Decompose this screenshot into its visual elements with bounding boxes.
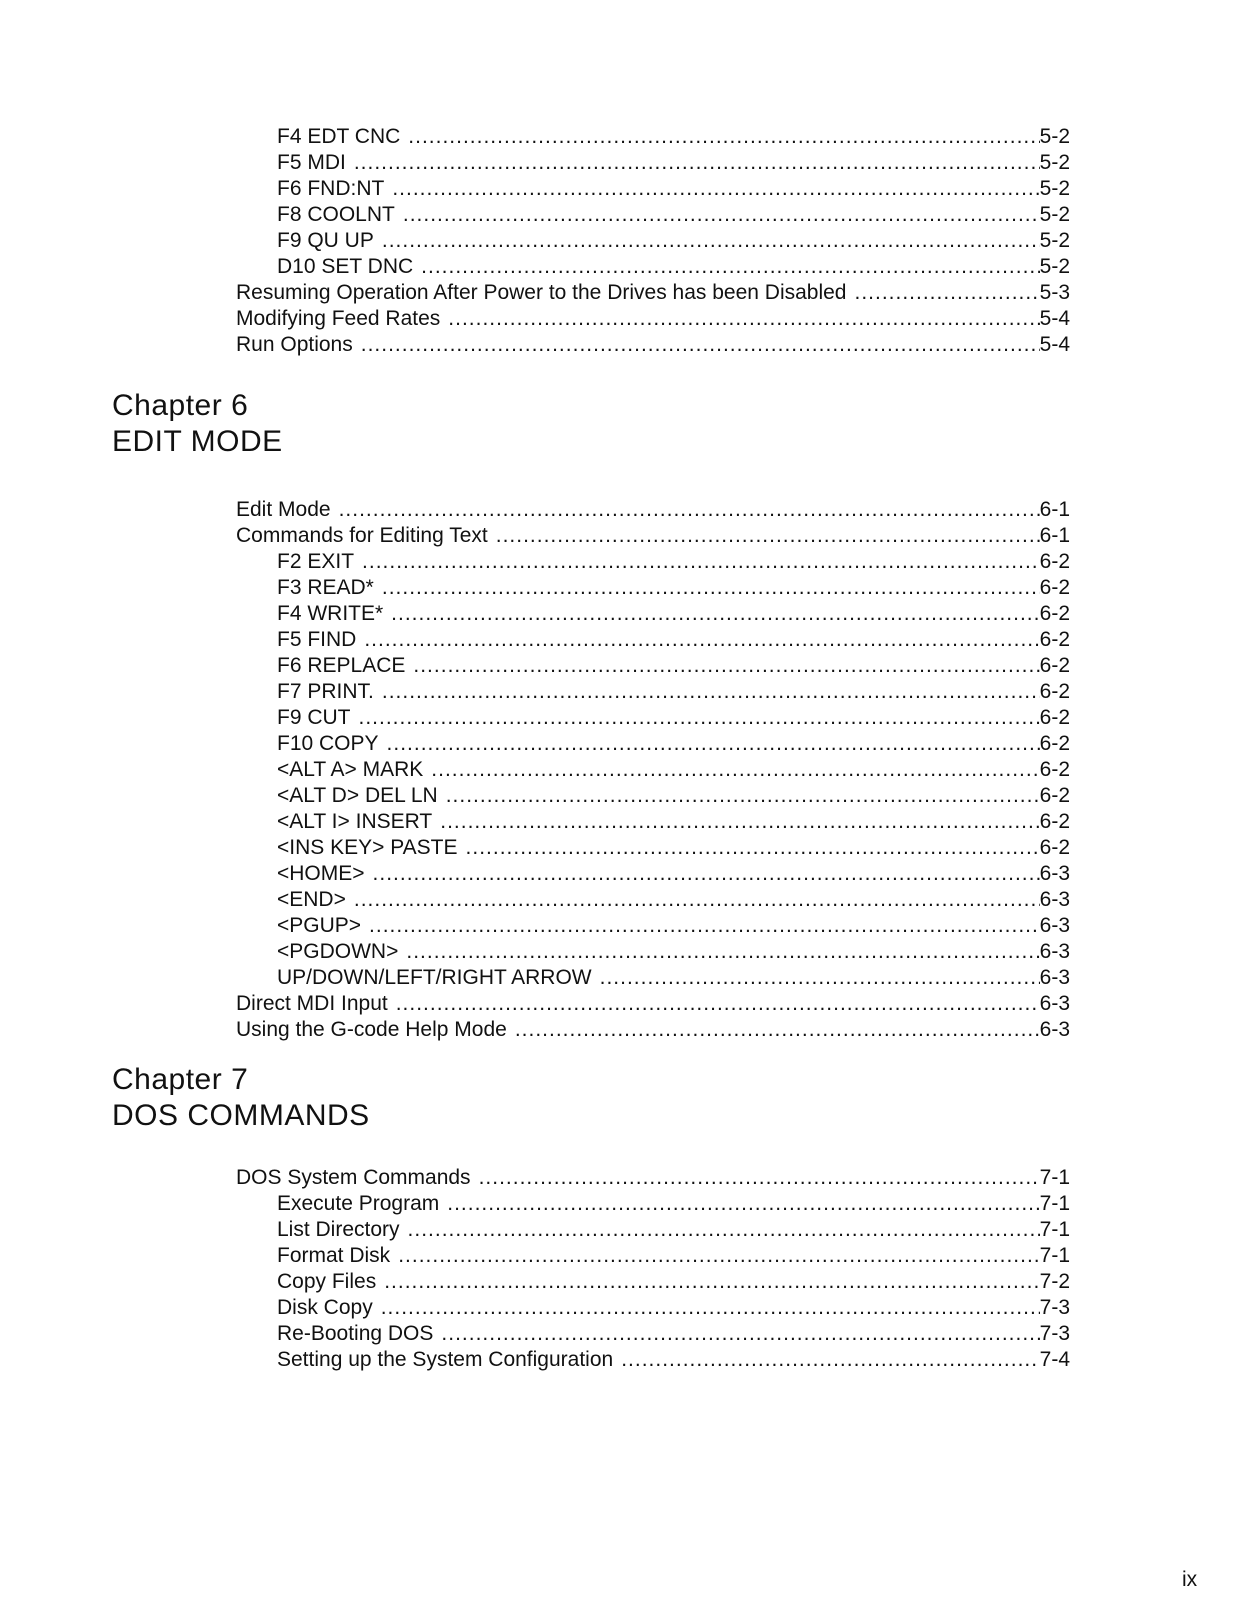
toc-leader-dots: [369, 913, 1040, 939]
toc-entry-title: <INS KEY> PASTE: [277, 835, 466, 861]
toc-entry: [277, 1321, 1070, 1347]
toc-entry: [277, 601, 1070, 627]
toc-entry-page: 6-2: [1039, 732, 1070, 755]
toc-entry-page: 5-2: [1039, 151, 1070, 174]
toc-entry-title: Commands for Editing Text: [236, 523, 496, 549]
toc-entry: [277, 575, 1070, 601]
toc-entry: [236, 1165, 1070, 1191]
chapter-7-label: Chapter 7: [112, 1063, 249, 1096]
chapter-6-title: EDIT MODE: [112, 425, 283, 458]
toc-entry-page: 6-1: [1039, 524, 1070, 547]
toc-entry: [277, 228, 1070, 254]
toc-leader-dots: [359, 705, 1040, 731]
toc-leader-dots: [387, 731, 1040, 757]
toc-leader-dots: [398, 1243, 1039, 1269]
toc-entry-title: Execute Program: [277, 1191, 447, 1217]
toc-leader-dots: [354, 150, 1040, 176]
toc-entry: [277, 757, 1070, 783]
toc-leader-dots: [447, 1191, 1039, 1217]
toc-leader-dots: [496, 523, 1040, 549]
toc-leader-dots: [382, 228, 1040, 254]
toc-entry-page: 7-3: [1039, 1322, 1070, 1345]
toc-entry-title: Edit Mode: [236, 497, 339, 523]
toc-entry: [277, 176, 1070, 202]
toc-entry-title: Direct MDI Input: [236, 991, 396, 1017]
toc-entry: [236, 306, 1070, 332]
toc-entry-page: 5-4: [1039, 333, 1070, 356]
toc-entry: [277, 809, 1070, 835]
toc-entry: [236, 497, 1070, 523]
toc-leader-dots: [396, 991, 1040, 1017]
toc-entry-title: F9 QU UP: [277, 228, 382, 254]
toc-leader-dots: [479, 1165, 1040, 1191]
toc-entry: [236, 332, 1070, 358]
toc-entry: [236, 1017, 1070, 1043]
toc-entry: [277, 731, 1070, 757]
chapter-7-toc-list: [0, 1165, 1244, 1373]
toc-entry-title: DOS System Commands: [236, 1165, 479, 1191]
toc-entry-page: 5-2: [1039, 177, 1070, 200]
toc-entry-page: 7-2: [1039, 1270, 1070, 1293]
toc-entry: [236, 991, 1070, 1017]
toc-entry-page: 5-2: [1039, 203, 1070, 226]
toc-entry-page: 6-3: [1039, 914, 1070, 937]
toc-entry-title: F6 FND:NT: [277, 176, 392, 202]
toc-entry-title: F3 READ*: [277, 575, 382, 601]
toc-entry-page: 6-2: [1039, 576, 1070, 599]
toc-entry-page: 6-2: [1039, 706, 1070, 729]
toc-entry-page: 5-3: [1039, 281, 1070, 304]
toc-entry: [277, 124, 1070, 150]
toc-entry-title: <PGUP>: [277, 913, 369, 939]
toc-entry-page: 7-1: [1039, 1218, 1070, 1241]
toc-entry-title: F7 PRINT.: [277, 679, 382, 705]
toc-leader-dots: [855, 280, 1040, 306]
toc-leader-dots: [515, 1017, 1040, 1043]
toc-entry-title: Setting up the System Configuration: [277, 1347, 621, 1373]
toc-entry-page: 5-4: [1039, 307, 1070, 330]
toc-entry: [277, 861, 1070, 887]
toc-entry: [277, 939, 1070, 965]
toc-entry-page: 5-2: [1039, 229, 1070, 252]
toc-entry-page: 6-2: [1039, 784, 1070, 807]
toc-entry-title: Re-Booting DOS: [277, 1321, 441, 1347]
toc-entry-title: Modifying Feed Rates: [236, 306, 448, 332]
toc-leader-dots: [408, 124, 1039, 150]
toc-leader-dots: [403, 202, 1040, 228]
toc-leader-dots: [600, 965, 1040, 991]
toc-entry-page: 6-2: [1039, 680, 1070, 703]
toc-leader-dots: [354, 887, 1040, 913]
toc-entry-title: Copy Files: [277, 1269, 384, 1295]
toc-leader-dots: [362, 549, 1040, 575]
toc-entry-title: <ALT D> DEL LN: [277, 783, 446, 809]
toc-entry: [277, 887, 1070, 913]
toc-entry: [277, 783, 1070, 809]
toc-entry: [277, 1295, 1070, 1321]
toc-entry-page: 6-3: [1039, 1018, 1070, 1041]
toc-entry: [277, 549, 1070, 575]
toc-entry-title: F5 FIND: [277, 627, 364, 653]
toc-leader-dots: [413, 653, 1039, 679]
toc-entry: [277, 254, 1070, 280]
toc-leader-dots: [361, 332, 1040, 358]
toc-entry-title: F2 EXIT: [277, 549, 362, 575]
toc-entry-page: 6-3: [1039, 966, 1070, 989]
toc-leader-dots: [408, 1217, 1040, 1243]
chapter-7-heading: [112, 1062, 370, 1134]
toc-leader-dots: [382, 575, 1040, 601]
chapter-6-toc-list: [0, 497, 1244, 1043]
toc-entry-page: 7-1: [1039, 1166, 1070, 1189]
toc-entry: [277, 653, 1070, 679]
toc-entry: [277, 627, 1070, 653]
toc-entry-title: <END>: [277, 887, 354, 913]
toc-entry: [277, 1217, 1070, 1243]
toc-entry-title: D10 SET DNC: [277, 254, 421, 280]
toc-entry-title: <ALT A> MARK: [277, 757, 431, 783]
toc-entry: [236, 280, 1070, 306]
toc-entry-title: F8 COOLNT: [277, 202, 403, 228]
chapter-7-title: DOS COMMANDS: [112, 1099, 370, 1132]
toc-entry: [277, 150, 1070, 176]
toc-entry-title: Resuming Operation After Power to the Drives has been Disabled: [236, 280, 855, 306]
toc-entry-title: <HOME>: [277, 861, 373, 887]
toc-leader-dots: [381, 1295, 1040, 1321]
toc-entry: [277, 1269, 1070, 1295]
toc-entry-title: Using the G-code Help Mode: [236, 1017, 515, 1043]
toc-leader-dots: [373, 861, 1040, 887]
toc-leader-dots: [446, 783, 1040, 809]
toc-entry-page: 7-1: [1039, 1244, 1070, 1267]
toc-entry-title: F4 WRITE*: [277, 601, 391, 627]
toc-leader-dots: [440, 809, 1039, 835]
toc-entry-page: 6-2: [1039, 758, 1070, 781]
chapter-6-label: Chapter 6: [112, 389, 249, 422]
toc-entry: [277, 965, 1070, 991]
toc-entry-title: List Directory: [277, 1217, 408, 1243]
toc-entry-title: F10 COPY: [277, 731, 387, 757]
toc-entry-page: 6-3: [1039, 888, 1070, 911]
toc-entry: [277, 913, 1070, 939]
toc-entry-title: UP/DOWN/LEFT/RIGHT ARROW: [277, 965, 600, 991]
toc-leader-dots: [466, 835, 1040, 861]
toc-entry-title: Disk Copy: [277, 1295, 381, 1321]
toc-leader-dots: [421, 254, 1039, 280]
toc-leader-dots: [391, 601, 1039, 627]
chapter-6-heading: [112, 388, 283, 460]
toc-entry-page: 6-2: [1039, 810, 1070, 833]
toc-entry-page: 5-2: [1039, 255, 1070, 278]
toc-entry-page: 6-2: [1039, 602, 1070, 625]
toc-entry-title: <ALT I> INSERT: [277, 809, 440, 835]
toc-entry: [277, 1243, 1070, 1269]
toc-entry: [277, 202, 1070, 228]
toc-leader-dots: [431, 757, 1039, 783]
page-number: ix: [1182, 1568, 1198, 1591]
toc-leader-dots: [339, 497, 1040, 523]
toc-leader-dots: [392, 176, 1039, 202]
toc-leader-dots: [406, 939, 1039, 965]
toc-leader-dots: [364, 627, 1039, 653]
toc-leader-dots: [621, 1347, 1039, 1373]
toc-entry-page: 6-3: [1039, 992, 1070, 1015]
toc-entry-title: F6 REPLACE: [277, 653, 413, 679]
toc-leader-dots: [382, 679, 1040, 705]
toc-entry-page: 7-4: [1039, 1348, 1070, 1371]
toc-entry-title: Run Options: [236, 332, 361, 358]
toc-leader-dots: [441, 1321, 1039, 1347]
toc-entry-title: F9 CUT: [277, 705, 359, 731]
toc-entry-page: 7-1: [1039, 1192, 1070, 1215]
toc-entry: [277, 679, 1070, 705]
toc-entry-page: 6-3: [1039, 940, 1070, 963]
toc-entry: [277, 1191, 1070, 1217]
toc-entry-page: 6-2: [1039, 550, 1070, 573]
toc-entry: [277, 705, 1070, 731]
toc-leader-dots: [384, 1269, 1039, 1295]
toc-entry: [277, 1347, 1070, 1373]
toc-entry-title: <PGDOWN>: [277, 939, 406, 965]
toc-continued-list: [0, 124, 1244, 358]
toc-entry-page: 5-2: [1039, 125, 1070, 148]
toc-entry-page: 6-3: [1039, 862, 1070, 885]
toc-entry: [277, 835, 1070, 861]
toc-entry-page: 6-1: [1039, 498, 1070, 521]
toc-entry: [236, 523, 1070, 549]
toc-entry-page: 6-2: [1039, 654, 1070, 677]
toc-entry-page: 7-3: [1039, 1296, 1070, 1319]
toc-entry-title: Format Disk: [277, 1243, 398, 1269]
toc-entry-title: F5 MDI: [277, 150, 354, 176]
toc-entry-page: 6-2: [1039, 836, 1070, 859]
toc-entry-page: 6-2: [1039, 628, 1070, 651]
toc-leader-dots: [448, 306, 1039, 332]
toc-entry-title: F4 EDT CNC: [277, 124, 408, 150]
